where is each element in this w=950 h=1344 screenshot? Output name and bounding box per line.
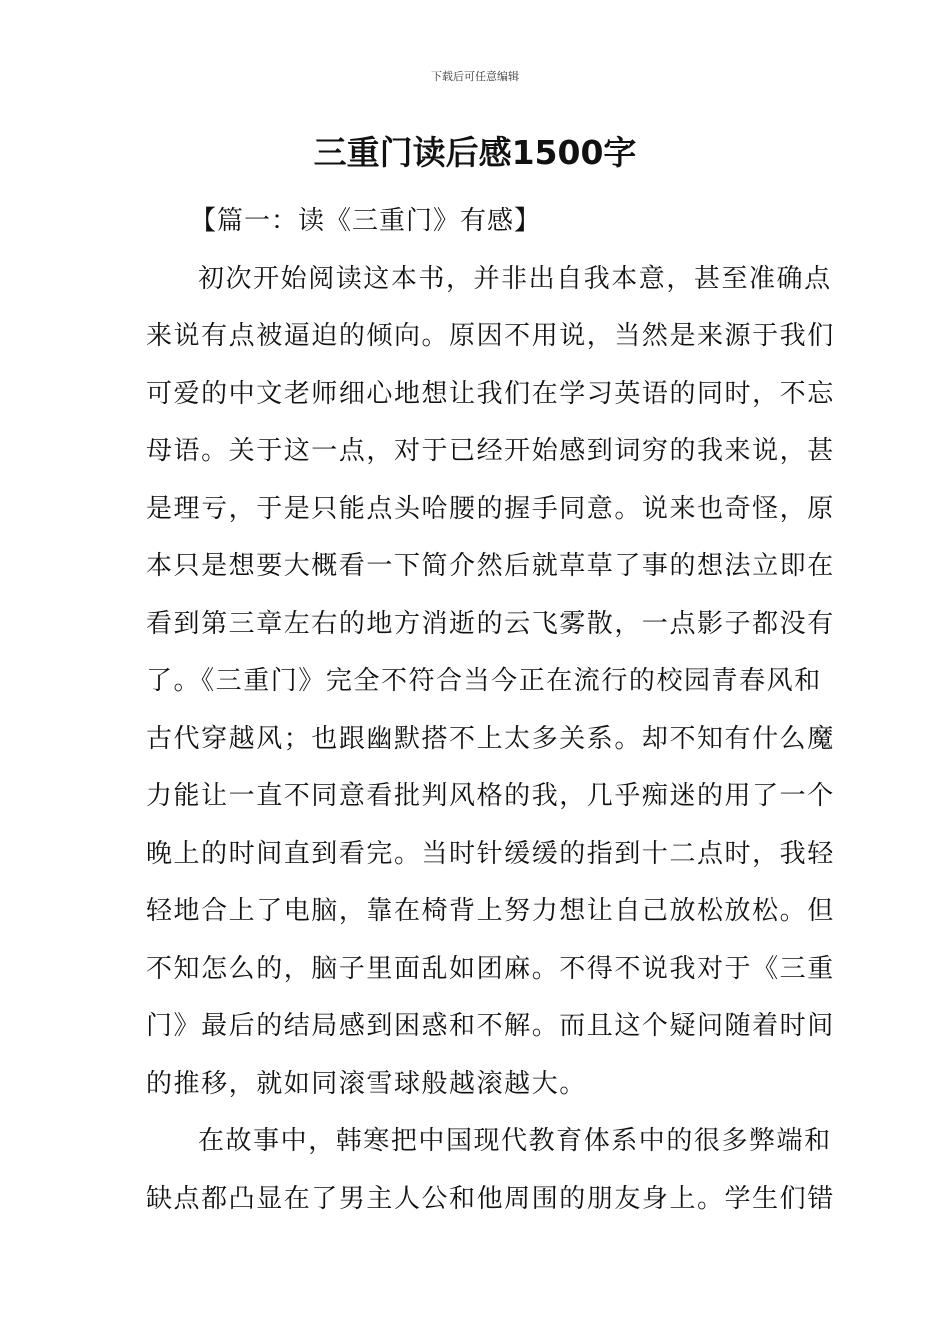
paragraph-line: 力能让一直不同意看批判风格的我，几乎痴迷的用了一个 bbox=[146, 781, 835, 811]
paragraph-line: 晚上的时间直到看完。当时针缓缓的指到十二点时，我轻 bbox=[146, 838, 835, 869]
paragraph-line: 初次开始阅读这本书，并非出自我本意，甚至准确点 bbox=[198, 263, 832, 294]
paragraph-1 bbox=[146, 251, 835, 1114]
paragraph-line: 本只是想要大概看一下简介然后就草草了事的想法立即在 bbox=[146, 551, 835, 581]
paragraph-line: 是理亏，于是只能点头哈腰的握手同意。说来也奇怪，原 bbox=[146, 493, 835, 524]
page-header-note: 下载后可任意编辑 bbox=[431, 70, 519, 83]
paragraph-2 bbox=[146, 1113, 835, 1228]
paragraph-line: 门》最后的结局感到困惑和不解。而且这个疑问随着时间 bbox=[146, 1011, 835, 1041]
paragraph-line: 轻地合上了电脑，靠在椅背上努力想让自己放松放松。但 bbox=[146, 896, 835, 926]
paragraph-line: 可爱的中文老师细心地想让我们在学习英语的同时，不忘 bbox=[146, 378, 835, 409]
paragraph-line: 不知怎么的，脑子里面乱如团麻。不得不说我对于《三重 bbox=[146, 953, 835, 984]
paragraph-line: 来说有点被逼迫的倾向。原因不用说，当然是来源于我们 bbox=[146, 321, 835, 351]
section-heading: 【篇一：读《三重门》有感】 bbox=[190, 206, 542, 236]
paragraph-line: 缺点都凸显在了男主人公和他周围的朋友身上。学生们错 bbox=[146, 1183, 835, 1214]
document-body bbox=[146, 193, 835, 1228]
paragraph-line: 看到第三章左右的地方消逝的云飞雾散，一点影子都没有 bbox=[146, 608, 835, 639]
paragraph-line: 母语。关于这一点，对于已经开始感到词穷的我来说，甚 bbox=[146, 436, 835, 466]
document-title: 三重门读后感1500字 bbox=[313, 133, 637, 172]
paragraph-line: 古代穿越风；也跟幽默搭不上太多关系。却不知有什么魔 bbox=[146, 723, 835, 754]
paragraph-line: 了。《三重门》完全不符合当今正在流行的校园青春风和 bbox=[146, 666, 822, 696]
paragraph-line: 在故事中，韩寒把中国现代教育体系中的很多弊端和 bbox=[198, 1126, 832, 1156]
paragraph-line: 的推移，就如同滚雪球般越滚越大。 bbox=[146, 1068, 587, 1099]
